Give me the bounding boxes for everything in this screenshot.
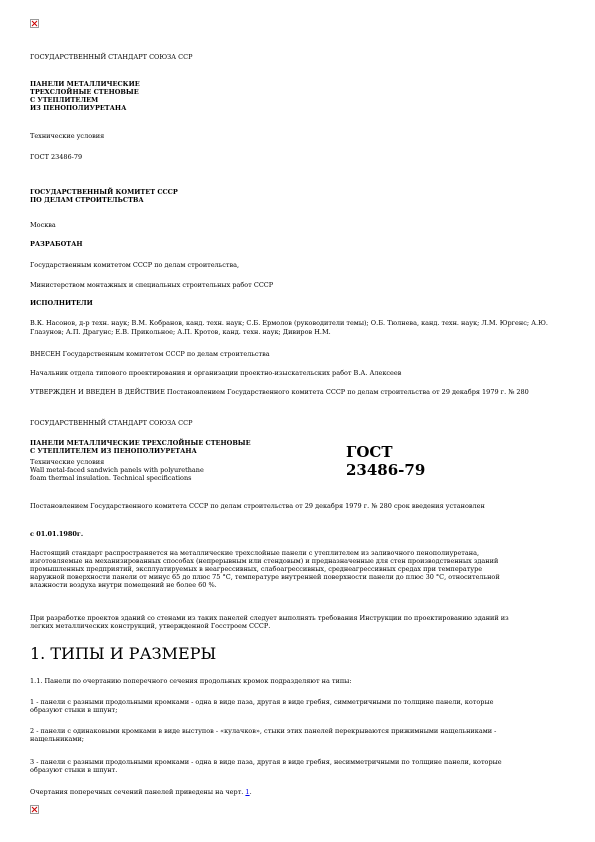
panel-type-3-line: 3 - панели с разными продольными кромками - одна в виде паза, другая в виде гребня, несимметричными по толщине панели, которые: [30, 758, 502, 766]
title-block-name-line: С УТЕПЛИТЕЛЕМ ИЗ ПЕНОПОЛИУРЕТАНА: [30, 447, 197, 455]
developed-heading: РАЗРАБОТАН: [30, 240, 83, 248]
scope-line: наружной поверхности панели от минус 65 до плюс 75 °С, температуре внутренней поверхности панели до плюс 30 °С, относительной: [30, 573, 500, 581]
outlines-sentence: [30, 788, 252, 796]
outlines-text: Очертания поперечных сечений панелей приведены на черт.: [30, 788, 246, 796]
panel-type-2: [30, 727, 496, 743]
clause-1-1: 1.1. Панели по очертанию поперечного сечения продольных кромок подразделяют на типы:: [30, 677, 352, 685]
chief-text: Начальник отдела типового проектирования и организации проектно-изыскательских работ В.А. Алексеев: [30, 369, 402, 377]
broken-image-icon: [30, 19, 39, 28]
gost-label: ГОСТ: [346, 443, 393, 461]
tech-conditions-label: Технические условия: [30, 132, 105, 140]
title-block-name-line: ПАНЕЛИ МЕТАЛЛИЧЕСКИЕ ТРЕХСЛОЙНЫЕ СТЕНОВЫЕ: [30, 439, 251, 447]
state-standard-header: ГОСУДАРСТВЕННЫЙ СТАНДАРТ СОЮЗА ССР: [30, 53, 193, 61]
committee-name: [30, 188, 178, 204]
panel-type-1: [30, 698, 493, 714]
panel-type-2-line: нащельниками;: [30, 735, 84, 743]
gost-number: 23486-79: [346, 461, 426, 479]
title-block-name: [30, 439, 251, 455]
gost-code: ГОСТ 23486-79: [30, 153, 83, 161]
design-note-line: легких металлических конструкций, утвержденной Госстроем СССР.: [30, 622, 271, 630]
standard-title-line: ПАНЕЛИ МЕТАЛЛИЧЕСКИЕ: [30, 80, 140, 88]
title-block-details: [30, 458, 204, 482]
city-label: Москва: [30, 221, 56, 229]
panel-type-2-line: 2 - панели с одинаковыми кромками в виде выступов - «кулачков», стыки этих панелей перекрываются прижимными нащельниками -: [30, 727, 497, 735]
developed-by-2: Министерством монтажных и специальных строительных работ СССР: [30, 281, 274, 289]
standard-title-line: ИЗ ПЕНОПОЛИУРЕТАНА: [30, 104, 127, 112]
standard-title: [30, 80, 140, 112]
developed-by-1: Государственным комитетом СССР по делам строительства,: [30, 261, 240, 269]
standard-title-line: ТРЕХСЛОЙНЫЕ СТЕНОВЫЕ: [30, 88, 139, 96]
design-note-paragraph: [30, 614, 509, 630]
title-block-english-line: foam thermal insulation. Technical specifications: [30, 474, 192, 482]
scope-line: изготовляемые на механизированных способах (непрерывным или стендовым) и предназначенные для стен производственных зданий: [30, 557, 499, 565]
panel-type-1-line: 1 - панели с разными продольными кромками - одна в виде паза, другая в виде гребня, симметричными по толщине панели, которые: [30, 698, 494, 706]
broken-image-icon: [30, 805, 39, 814]
scope-paragraph: [30, 549, 500, 589]
panel-type-3-line: образуют стыки в шпунт.: [30, 766, 118, 774]
performers-text: В.К. Насонов, д-р техн. наук; В.М. Кобранов, канд. техн. наук; С.Б. Ермолов (руководители темы); О.Б. Тюлнева, канд. техн. наук; Л.М. Юргенс; А.Ю. Глазунов; А.П. Драгунс; Е.В. Прикольное; А.П. Кротов, канд. техн. наук; Дивиров Н.М.: [30, 319, 548, 336]
drawing-1-link[interactable]: 1: [245, 788, 250, 796]
standard-title-line: С УТЕПЛИТЕЛЕМ: [30, 96, 99, 104]
title-block-english-line: Wall metal-faced sandwich panels with polyurethane: [30, 466, 204, 474]
design-note-line: При разработке проектов зданий со стенами из таких панелей следует выполнять требования Инструкции по проектированию зданий из: [30, 614, 509, 622]
effective-date: с 01.01.1980г.: [30, 530, 84, 538]
approved-text: УТВЕРЖДЕН И ВВЕДЕН В ДЕЙСТВИЕ Постановлением Государственного комитета СССР по делам строительства от 29 декабря 1979 г. № 280: [30, 388, 529, 396]
state-standard-header-2: ГОСУДАРСТВЕННЫЙ СТАНДАРТ СОЮЗА ССР: [30, 419, 193, 427]
section-heading: 1. ТИПЫ И РАЗМЕРЫ: [30, 644, 217, 663]
scope-line: Настоящий стандарт распространяется на металлические трехслойные панели с утеплителем из заливочного пенополиуретана,: [30, 549, 480, 557]
panel-type-3: [30, 758, 502, 774]
outlines-end: .: [249, 788, 252, 796]
performers-heading: ИСПОЛНИТЕЛИ: [30, 299, 93, 307]
introduced-text: ВНЕСЕН Государственным комитетом СССР по делам строительства: [30, 350, 270, 358]
committee-line: ПО ДЕЛАМ СТРОИТЕЛЬСТВА: [30, 196, 144, 204]
panel-type-1-line: образуют стыки в шпунт;: [30, 706, 118, 714]
scope-line: промышленных предприятий, эксплуатируемых в неагрессивных, слабоагрессивных, среднеагрессивных средах при температуре: [30, 565, 483, 573]
scope-line: влажности воздуха внутри помещений не более 60 %.: [30, 581, 217, 589]
title-block-tech-conditions: Технические условия: [30, 458, 105, 466]
committee-line: ГОСУДАРСТВЕННЫЙ КОМИТЕТ СССР: [30, 188, 178, 196]
decree-text: Постановлением Государственного комитета СССР по делам строительства от 29 декабря 1979 г. № 280 срок введения установлен: [30, 502, 485, 510]
